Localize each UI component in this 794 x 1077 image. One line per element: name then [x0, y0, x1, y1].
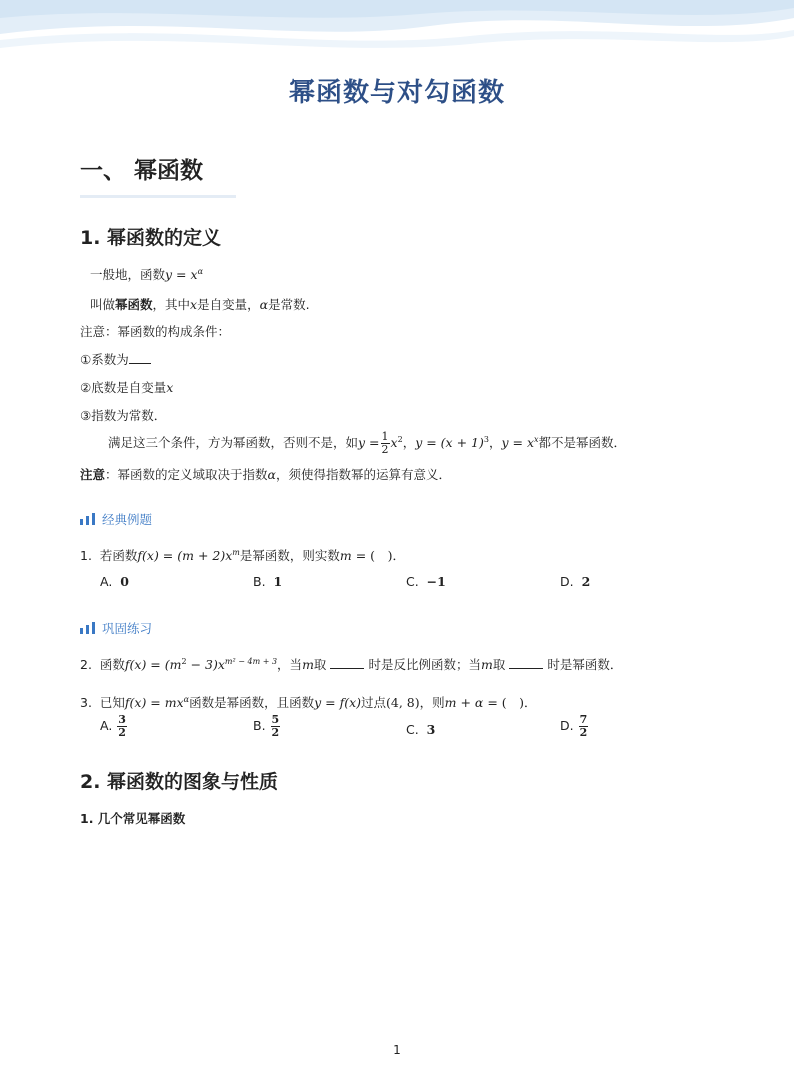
text: 过点: [361, 695, 387, 710]
label-text: 经典例题: [102, 512, 153, 527]
option-value: 1: [273, 574, 283, 589]
option-letter: C.: [406, 722, 419, 737]
var-alpha: α: [267, 467, 276, 482]
text: 叫做: [90, 297, 116, 312]
condition-3: ③指数为常数．: [80, 408, 167, 423]
answer-blank-2[interactable]: [509, 658, 543, 669]
section-heading-power-functions: 一、 幂函数: [80, 158, 204, 184]
text: 函数是幂函数，且函数: [189, 695, 315, 710]
var-x: x: [166, 380, 174, 395]
exponent: α: [183, 694, 190, 704]
condition-2: [80, 378, 173, 396]
text: ，则: [419, 695, 445, 710]
text: 都不是幂函数．: [538, 435, 627, 450]
practice-label: [80, 619, 152, 637]
definition-line-2: [90, 295, 310, 313]
option-fraction: [579, 714, 589, 739]
text: 满足这三个条件，方为幂函数，否则不是，如: [108, 435, 359, 450]
text: = ( )．: [351, 548, 405, 563]
q1-option-a[interactable]: [100, 574, 129, 589]
question-3: [80, 693, 537, 711]
text: 已知: [99, 695, 125, 710]
formula: y = (x + 1): [415, 435, 484, 450]
section-heading-underline: [80, 195, 236, 198]
question-number: 2.: [80, 657, 92, 672]
fill-blank: [129, 353, 151, 364]
var-x: x: [390, 435, 398, 450]
formula: f(x) = (m: [124, 657, 182, 672]
var-m: m: [480, 657, 493, 672]
exponent: m² − 4m + 3: [224, 656, 278, 666]
page-number: 1: [393, 1043, 401, 1057]
option-letter: B.: [253, 718, 266, 733]
note-label: 注意: [80, 467, 106, 482]
separator: ，: [402, 435, 416, 450]
formula: − 3)x: [186, 657, 225, 672]
question-2: [80, 655, 622, 673]
note-domain: [80, 465, 451, 483]
option-value: 3: [426, 722, 436, 737]
formula: y = x: [501, 435, 535, 450]
bar-chart-icon: [80, 622, 96, 634]
formula: f(x) = mx: [124, 695, 184, 710]
option-fraction: [271, 714, 281, 739]
exponent: 2: [181, 656, 187, 666]
denominator: 2: [579, 726, 588, 739]
answer-blank-1[interactable]: [330, 658, 364, 669]
formula: y = f(x): [314, 695, 362, 710]
text: ，须使得指数幂的运算有意义．: [275, 467, 451, 482]
text: ，其中: [152, 297, 191, 312]
classic-examples-label: [80, 510, 152, 528]
denominator: 2: [271, 726, 280, 739]
definition-line-1: [90, 265, 203, 283]
q3-option-b[interactable]: [253, 714, 281, 739]
term-power-function: 幂函数: [115, 297, 153, 312]
var-m: m: [339, 548, 352, 563]
question-number: 3.: [80, 695, 92, 710]
subsection-heading-definition: 1. 幂函数的定义: [80, 227, 222, 249]
definition-text: 一般地，函数: [90, 267, 166, 282]
option-letter: D.: [560, 718, 574, 733]
q3-option-d[interactable]: [560, 714, 589, 739]
text: ②底数是自变量: [80, 380, 167, 395]
formula: f(x) = (m + 2)x: [137, 548, 233, 563]
text: 是自变量，: [197, 297, 260, 312]
document-title: 幂函数与对勾函数: [288, 78, 505, 108]
note-conditions-title: 注意：幂函数的构成条件：: [80, 324, 231, 339]
option-value: 2: [581, 574, 591, 589]
numerator: 7: [579, 713, 588, 726]
numerator: 5: [271, 713, 280, 726]
option-value: −1: [426, 574, 446, 589]
fraction-one-half: [381, 431, 390, 456]
exponent: 2: [397, 434, 403, 444]
condition-1: [80, 350, 151, 368]
text: 是常数.: [268, 297, 310, 312]
exponent: x: [534, 434, 539, 444]
formula: y =: [358, 435, 380, 450]
text: 若函数: [99, 548, 138, 563]
text: 时是幂函数．: [547, 657, 623, 672]
option-letter: C.: [406, 574, 419, 589]
exponent: 3: [483, 434, 489, 444]
text: 是幂函数，则实数: [239, 548, 340, 563]
question-number: 1.: [80, 548, 92, 563]
numerator: 3: [118, 713, 126, 726]
denominator: 2: [381, 443, 389, 456]
point: (4, 8): [386, 695, 420, 710]
var-m: m: [302, 657, 314, 672]
definition-formula: y = x: [165, 267, 198, 282]
text: = ( )．: [483, 695, 537, 710]
option-letter: A.: [100, 574, 113, 589]
text: ①系数为: [80, 352, 129, 367]
option-fraction: [117, 714, 127, 739]
q1-option-d[interactable]: [560, 574, 590, 589]
var-x: x: [190, 297, 198, 312]
subsubsection-heading-common-functions: 1. 几个常见幂函数: [80, 811, 186, 826]
header-wave-decoration: [0, 0, 794, 60]
option-value: 0: [120, 574, 129, 589]
numerator: 1: [381, 430, 389, 443]
q1-option-c[interactable]: [406, 574, 446, 589]
option-letter: B.: [253, 574, 266, 589]
question-1: [80, 546, 405, 564]
var-alpha: α: [259, 297, 269, 312]
separator: ，: [488, 435, 502, 450]
bar-chart-icon: [80, 513, 96, 525]
label-text: 巩固练习: [102, 621, 153, 636]
text: ：幂函数的定义域取决于指数: [105, 467, 268, 482]
text: 时是反比例函数；当: [368, 657, 481, 672]
text: 取: [313, 657, 327, 672]
q3-option-a[interactable]: [100, 714, 128, 739]
definition-exponent: α: [197, 266, 203, 276]
text: 函数: [99, 657, 125, 672]
example-line: [108, 431, 626, 456]
subsection-heading-graph-properties: 2. 幂函数的图象与性质: [80, 771, 279, 793]
option-letter: D.: [560, 574, 574, 589]
option-letter: A.: [100, 718, 113, 733]
denominator: 2: [118, 726, 126, 739]
q3-option-c[interactable]: [406, 722, 435, 737]
text: 取: [492, 657, 506, 672]
formula: m + α: [444, 695, 484, 710]
text: ，当: [277, 657, 303, 672]
q1-option-b[interactable]: [253, 574, 282, 589]
exponent: m: [232, 547, 240, 557]
